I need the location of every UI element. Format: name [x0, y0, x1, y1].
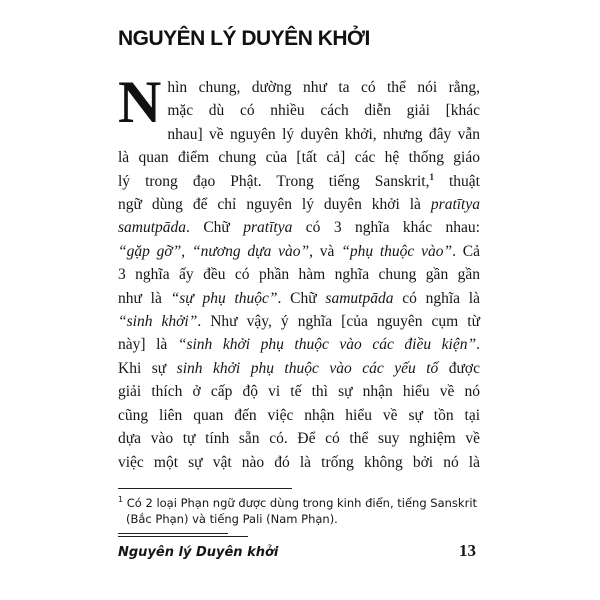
- text-line: [118, 123, 480, 146]
- text-span: lý trong đạo Phật. Trong tiếng Sanskrit,: [118, 172, 430, 190]
- text-span: này] là: [118, 336, 178, 354]
- italic-text: “gặp gỡ”, “nương dựa vào”: [118, 242, 310, 260]
- italic-text: sinh khởi phụ thuộc vào các yếu tố: [176, 359, 439, 377]
- italic-text: “phụ thuộc vào”: [341, 242, 453, 260]
- drop-cap: N: [118, 69, 162, 135]
- italic-text: pratītya: [430, 196, 480, 214]
- text-span: giải thích ở cấp độ vi tế thì sự nhận hiểu về nó: [118, 383, 480, 401]
- text-span: . Cả: [452, 242, 480, 260]
- text-line: [118, 263, 480, 286]
- text-line: [118, 451, 480, 474]
- text-span: hìn chung, dường như ta có thể nói rằng,: [167, 79, 480, 96]
- text-line: [118, 193, 480, 216]
- text-span: là quan điểm chung của [tất cả] các hệ thống giáo: [118, 149, 480, 167]
- text-span: được: [438, 359, 481, 377]
- italic-text: “sinh khởi phụ thuộc vào các điều kiện”: [177, 336, 477, 354]
- text-line: [118, 146, 480, 169]
- text-span: ngữ dùng để chỉ nguyên lý duyên khởi là: [118, 196, 431, 214]
- book-page: [118, 26, 480, 561]
- text-span: , và: [309, 242, 342, 260]
- page-number: 13: [459, 540, 476, 560]
- text-line: [118, 427, 480, 450]
- footnote-divider: [118, 488, 292, 489]
- text-line: [118, 333, 480, 356]
- text-span: việc một sự vật nào đó là trống không bởi nó là: [118, 453, 480, 471]
- text-span: nhau] về nguyên lý duyên khởi, nhưng đây vẫn: [167, 125, 480, 143]
- italic-text: samutpāda: [118, 219, 187, 237]
- text-line: [118, 380, 480, 403]
- text-span: cũng liên quan đến việc nhận hiểu về sự tồn tại: [118, 406, 480, 424]
- footnote: [118, 495, 480, 527]
- footnote-line-2: (Bắc Phạn) và tiếng Pali (Nam Phạn).: [126, 511, 338, 526]
- footnote-line-1: Có 2 loại Phạn ngữ được dùng trong kinh điển, tiếng Sanskrit: [126, 495, 478, 510]
- text-line: [118, 216, 480, 239]
- text-span: . Chữ: [186, 219, 244, 237]
- text-line: [118, 404, 480, 427]
- text-span: .: [476, 336, 480, 354]
- text-line: [118, 287, 480, 310]
- text-line: [118, 99, 480, 122]
- text-span: thuật: [433, 172, 480, 190]
- italic-text: “sự phụ thuộc”: [170, 289, 278, 307]
- running-footer-title: Nguyên lý Duyên khởi: [118, 544, 279, 560]
- text-span: dựa vào tự tính sẵn có. Để có thể suy nghiệm về: [118, 430, 480, 448]
- text-span: . Như vậy, ý nghĩa [của nguyên cụm từ: [197, 313, 480, 331]
- text-line: [118, 170, 480, 193]
- text-line: [118, 310, 480, 333]
- footnote-mark: 1: [118, 495, 124, 505]
- text-line: [118, 76, 480, 99]
- italic-text: samutpāda: [325, 289, 394, 307]
- text-span: . Chữ: [277, 289, 326, 307]
- text-span: có nghĩa là: [393, 289, 480, 307]
- italic-text: “sinh khởi”: [118, 313, 198, 331]
- text-line: [118, 357, 480, 380]
- footer-rule: [118, 536, 248, 537]
- footer-rule: [118, 533, 228, 534]
- chapter-heading: NGUYÊN LÝ DUYÊN KHỞI: [118, 27, 370, 50]
- italic-text: pratītya: [243, 219, 293, 237]
- text-span: có 3 nghĩa khác nhau:: [292, 219, 480, 237]
- text-span: Khi sự: [118, 359, 177, 377]
- text-span: 3 nghĩa ấy đều có phần hàm nghĩa chung gần gần: [118, 266, 480, 284]
- text-line: [118, 240, 480, 263]
- body-text: [118, 69, 481, 474]
- text-span: mặc dù có nhiều cách diễn giải [khác: [167, 102, 480, 120]
- footnote-ref: 1: [429, 171, 434, 182]
- page-footer: [118, 541, 480, 561]
- text-span: như là: [118, 289, 171, 307]
